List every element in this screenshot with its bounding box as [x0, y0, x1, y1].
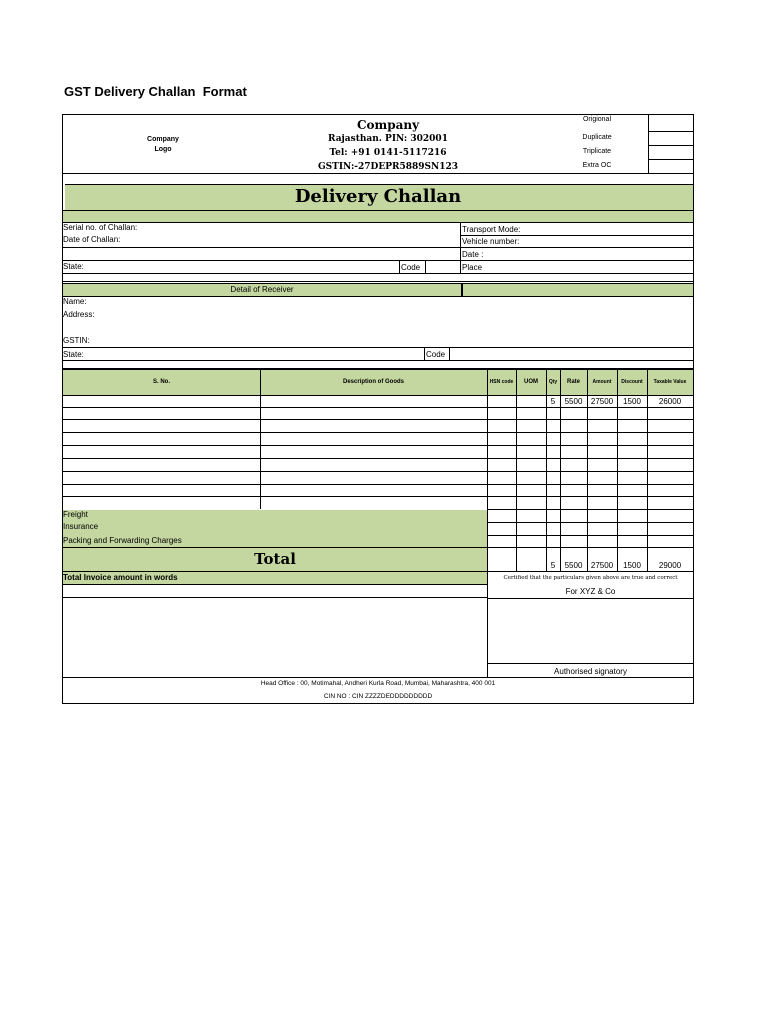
- company-gstin: GSTIN:-27DEPR5889SN123: [317, 162, 459, 172]
- company-logo-placeholder: Company Logo: [147, 136, 179, 153]
- head-office-address: Head Office : 00, Motimahal, Andheri Kurla Road, Mumbai, Maharashtra, 400 001: [260, 680, 496, 687]
- copy-label-duplicate: Duplicate: [582, 134, 612, 141]
- row1-rate: 5500: [564, 397, 583, 406]
- date-label: Date :: [462, 250, 484, 259]
- col-amount: Amount: [592, 379, 612, 385]
- total-label: Total: [254, 550, 296, 568]
- col-qty: Qty: [548, 379, 558, 385]
- for-company-label: For XYZ & Co: [565, 587, 616, 596]
- cin-number: CIN NO : CIN ZZZZDEDDDDDDDDD: [323, 693, 433, 700]
- copy-label-extra: Extra OC: [582, 162, 612, 169]
- col-hsn: HSN code: [489, 379, 514, 385]
- row1-taxable: 26000: [658, 397, 682, 406]
- col-discount: Discount: [621, 379, 643, 385]
- insurance-label: Insurance: [63, 522, 99, 531]
- company-address: Rajasthan. PIN: 302001: [328, 134, 448, 144]
- total-discount: 1500: [623, 561, 641, 570]
- vehicle-number-label: Vehicle number:: [462, 237, 520, 246]
- col-rate: Rate: [566, 379, 580, 385]
- challan-form: [62, 114, 694, 704]
- receiver-heading: Detail of Receiver: [230, 285, 294, 294]
- state-label: State:: [63, 262, 84, 271]
- receiver-code-label: Code: [426, 350, 446, 359]
- total-rate: 5500: [564, 561, 583, 570]
- receiver-state-label: State:: [63, 350, 84, 359]
- col-description: Description of Goods: [342, 379, 404, 385]
- row1-qty: 5: [550, 397, 556, 406]
- challan-date-label: Date of Challan:: [63, 235, 121, 244]
- place-label: Place: [462, 263, 483, 272]
- amount-in-words-label: Total Invoice amount in words: [63, 573, 178, 582]
- total-taxable: 29000: [658, 561, 682, 570]
- row1-amount: 27500: [590, 397, 614, 406]
- authorised-signatory-label: Authorised signatory: [554, 667, 627, 676]
- total-qty: 5: [550, 561, 556, 570]
- copy-label-triplicate: Triplicate: [582, 148, 612, 155]
- page-title: GST Delivery Challan Format: [64, 84, 247, 99]
- receiver-gstin-label: GSTIN:: [63, 336, 90, 345]
- company-name: Company: [356, 118, 420, 132]
- serial-no-label: Serial no. of Challan:: [63, 223, 138, 232]
- col-sno: S. No.: [152, 379, 170, 385]
- certification-text: Certified that the particulars given above are true and correct: [503, 575, 678, 581]
- transport-mode-label: Transport Mode:: [462, 225, 521, 234]
- row1-discount: 1500: [623, 397, 641, 406]
- freight-label: Freight: [63, 510, 88, 519]
- company-phone: Tel: +91 0141-5117216: [329, 148, 447, 158]
- total-amount: 27500: [590, 561, 614, 570]
- col-taxable: Taxable Value: [653, 379, 687, 385]
- col-uom: UOM: [524, 379, 538, 385]
- packing-label: Packing and Forwarding Charges: [63, 536, 182, 545]
- copy-label-original: Origional: [582, 116, 611, 123]
- receiver-address-label: Address:: [63, 310, 95, 319]
- receiver-name-label: Name:: [63, 297, 87, 306]
- banner-title: Delivery Challan: [294, 186, 462, 207]
- code-label: Code: [401, 263, 421, 272]
